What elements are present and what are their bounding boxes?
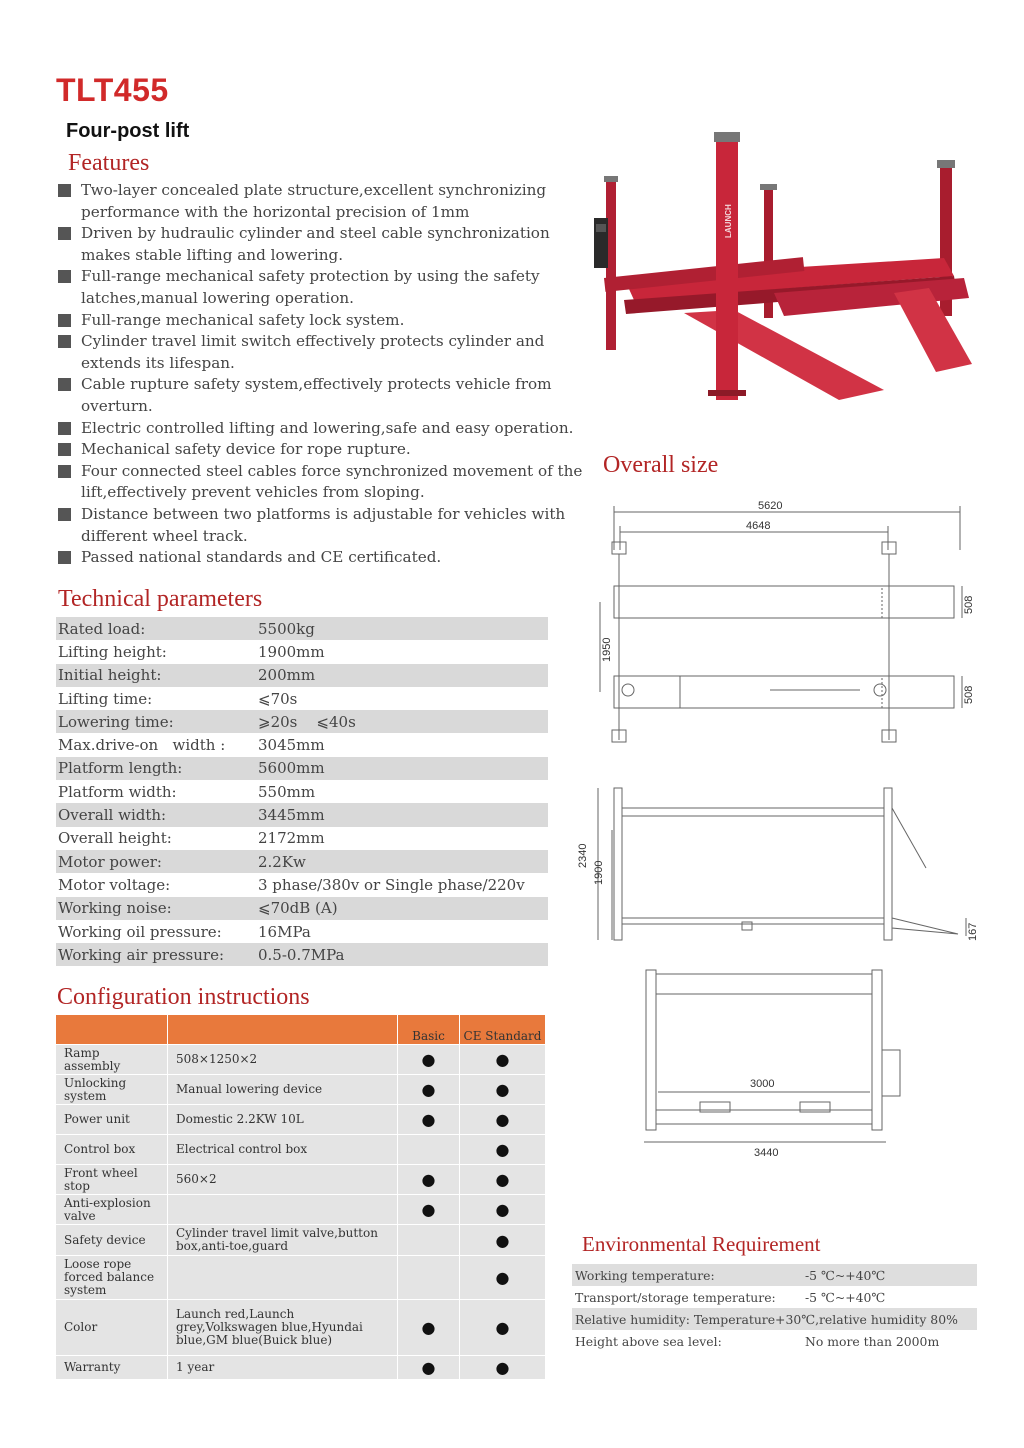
- table-row: [56, 1195, 546, 1225]
- table-row: [56, 897, 548, 920]
- param-value: ⩾20s ⩽40s: [258, 712, 356, 731]
- overall-size-heading: Overall size: [603, 452, 719, 478]
- environment-table: [572, 1264, 977, 1352]
- table-row: [572, 1264, 977, 1286]
- param-label: Rated load:: [58, 619, 146, 638]
- config-spec: Manual lowering device: [168, 1075, 398, 1105]
- param-value: 0.5-0.7MPa: [258, 945, 345, 964]
- table-row: [56, 850, 548, 873]
- side-view-drawing: [598, 788, 966, 940]
- table-row: [56, 920, 548, 943]
- table-row: [572, 1330, 977, 1352]
- ce-mark: ●: [460, 1165, 546, 1195]
- config-spec: Launch red,Launch grey,Volkswagen blue,Hyundai blue,GM blue(Buick blue): [168, 1300, 398, 1356]
- product-subtitle: Four-post lift: [66, 120, 190, 142]
- feature-item: Electric controlled lifting and lowering,safe and easy operation.: [56, 418, 586, 440]
- ce-mark: ●: [460, 1045, 546, 1075]
- param-label: Working noise:: [58, 899, 172, 918]
- env-value: -5 ℃~+40℃: [805, 1289, 886, 1305]
- config-item: Control box: [56, 1135, 168, 1165]
- config-spec: Cylinder travel limit valve,button box,anti-toe,guard: [168, 1225, 398, 1256]
- table-row: [56, 1300, 546, 1356]
- config-item: Power unit: [56, 1105, 168, 1135]
- param-value: 550mm: [258, 782, 316, 801]
- feature-item: Full-range mechanical safety lock system.: [56, 310, 586, 332]
- technical-heading: Technical parameters: [58, 586, 263, 612]
- param-label: Motor voltage:: [58, 875, 171, 894]
- column-header-basic: Basic: [398, 1015, 460, 1045]
- technical-parameters-table: [56, 617, 548, 966]
- feature-item: Cylinder travel limit switch effectively protects cylinder and extends its lifespan.: [56, 331, 586, 374]
- table-row: [56, 617, 548, 640]
- param-value: 2172mm: [258, 829, 325, 848]
- motor: [596, 224, 606, 232]
- feature-item: Four connected steel cables force synchronized movement of the lift,effectively prevent vehicles from sloping.: [56, 461, 586, 504]
- config-item: Warranty: [56, 1356, 168, 1380]
- post-cap: [714, 132, 740, 142]
- config-item: Anti-explosion valve: [56, 1195, 168, 1225]
- table-row: [56, 1165, 546, 1195]
- model-title: TLT455: [56, 72, 169, 108]
- table-row: [56, 780, 548, 803]
- feature-item: Two-layer concealed plate structure,excellent synchronizing performance with the horizontal precision of 1mm: [56, 180, 586, 223]
- dim-width: 1950: [601, 637, 613, 662]
- param-label: Overall height:: [58, 829, 172, 848]
- table-row: [56, 1225, 546, 1256]
- param-value: 16MPa: [258, 922, 311, 941]
- basic-mark: [398, 1256, 460, 1300]
- brand-label: LAUNCH: [724, 204, 733, 238]
- table-row: [56, 757, 548, 780]
- config-item: Loose rope forced balance system: [56, 1256, 168, 1300]
- config-spec: 1 year: [168, 1356, 398, 1380]
- env-humidity: Relative humidity: Temperature+30℃,relative humidity 80%: [575, 1311, 958, 1327]
- lift-post-front-right: [716, 140, 738, 400]
- table-row: [56, 1075, 546, 1105]
- param-value: 3045mm: [258, 736, 325, 755]
- ce-mark: ●: [460, 1075, 546, 1105]
- dim-inner-length: 4648: [746, 520, 771, 532]
- top-view-drawing: [600, 506, 962, 742]
- param-label: Lifting time:: [58, 689, 153, 708]
- env-label: Height above sea level:: [575, 1333, 722, 1349]
- table-row: [56, 873, 548, 896]
- front-view-drawing: [644, 970, 900, 1142]
- env-label: Working temperature:: [575, 1267, 715, 1283]
- post-base: [708, 390, 746, 396]
- lift-product-image: [584, 128, 988, 428]
- config-spec: 508×1250×2: [168, 1045, 398, 1075]
- dim-total-length: 5620: [758, 500, 783, 512]
- ce-mark: ●: [460, 1105, 546, 1135]
- table-row: [56, 1105, 546, 1135]
- env-value: -5 ℃~+40℃: [805, 1267, 886, 1283]
- basic-mark: [398, 1135, 460, 1165]
- config-spec: Domestic 2.2KW 10L: [168, 1105, 398, 1135]
- basic-mark: ●: [398, 1195, 460, 1225]
- configuration-table: [55, 1014, 546, 1380]
- feature-item: Full-range mechanical safety protection by using the safety latches,manual lowering operation.: [56, 266, 586, 309]
- post-cap: [760, 184, 777, 190]
- dim-outer-width: 3440: [754, 1147, 779, 1159]
- dim-ramp-height: 167: [967, 922, 979, 941]
- basic-mark: ●: [398, 1165, 460, 1195]
- config-spec: Electrical control box: [168, 1135, 398, 1165]
- config-item: Unlocking system: [56, 1075, 168, 1105]
- param-value: 1900mm: [258, 642, 325, 661]
- basic-mark: ●: [398, 1300, 460, 1356]
- environment-heading: Environmental Requirement: [582, 1232, 821, 1256]
- lift-ramp-right: [894, 288, 972, 372]
- ce-mark: ●: [460, 1225, 546, 1256]
- param-label: Initial height:: [58, 666, 162, 685]
- config-item: Front wheel stop: [56, 1165, 168, 1195]
- lift-ramp-left: [684, 310, 884, 400]
- basic-mark: ●: [398, 1356, 460, 1380]
- table-row: [56, 1045, 546, 1075]
- dim-lifting-height: 1900: [593, 860, 605, 885]
- column-header-ce: CE Standard: [460, 1015, 546, 1045]
- param-label: Working oil pressure:: [58, 922, 222, 941]
- basic-mark: ●: [398, 1105, 460, 1135]
- param-value: 200mm: [258, 666, 316, 685]
- feature-item: Mechanical safety device for rope rupture.: [56, 439, 586, 461]
- table-row: [56, 640, 548, 663]
- param-value: 5600mm: [258, 759, 325, 778]
- param-value: 3 phase/380v or Single phase/220v: [258, 875, 525, 894]
- param-label: Working air pressure:: [58, 945, 225, 964]
- param-label: Overall width:: [58, 806, 167, 825]
- param-label: Max.drive-on width :: [58, 736, 226, 755]
- table-row: [56, 1356, 546, 1380]
- feature-item: Distance between two platforms is adjustable for vehicles with different wheel track.: [56, 504, 586, 547]
- config-item: Safety device: [56, 1225, 168, 1256]
- table-row: [56, 827, 548, 850]
- basic-mark: [398, 1225, 460, 1256]
- param-label: Lowering time:: [58, 712, 174, 731]
- param-label: Platform length:: [58, 759, 183, 778]
- feature-item: Driven by hudraulic cylinder and steel cable synchronization makes stable lifting and lowering.: [56, 223, 586, 266]
- param-label: Platform width:: [58, 782, 177, 801]
- param-value: 2.2Kw: [258, 852, 306, 871]
- dim-ramp-1: 508: [963, 595, 975, 614]
- table-header-row: [56, 1015, 546, 1045]
- ce-mark: ●: [460, 1195, 546, 1225]
- table-row: [56, 803, 548, 826]
- param-value: ⩽70dB (A): [258, 899, 338, 918]
- table-row: [572, 1286, 977, 1308]
- param-value: 3445mm: [258, 806, 325, 825]
- dimension-drawings: [570, 490, 990, 1170]
- ce-mark: ●: [460, 1256, 546, 1300]
- config-item: Ramp assembly: [56, 1045, 168, 1075]
- features-heading: Features: [68, 150, 150, 176]
- table-row: [56, 687, 548, 710]
- table-row: [56, 710, 548, 733]
- table-row: [572, 1308, 977, 1330]
- config-spec: [168, 1195, 398, 1225]
- param-label: Motor power:: [58, 852, 162, 871]
- param-value: 5500kg: [258, 619, 315, 638]
- table-row: [56, 1256, 546, 1300]
- env-label: Transport/storage temperature:: [575, 1289, 776, 1305]
- table-row: [56, 733, 548, 756]
- config-item: Color: [56, 1300, 168, 1356]
- param-value: ⩽70s: [258, 689, 298, 708]
- config-spec: 560×2: [168, 1165, 398, 1195]
- feature-item: Passed national standards and CE certificated.: [56, 547, 586, 569]
- dim-inner-width: 3000: [750, 1078, 775, 1090]
- dim-overall-height: 2340: [577, 843, 589, 868]
- env-value: No more than 2000m: [805, 1333, 940, 1349]
- ce-mark: ●: [460, 1135, 546, 1165]
- post-cap: [937, 160, 955, 168]
- config-spec: [168, 1256, 398, 1300]
- dim-ramp-2: 508: [963, 685, 975, 704]
- column-header: [168, 1015, 398, 1045]
- configuration-heading: Configuration instructions: [57, 984, 310, 1010]
- table-row: [56, 1135, 546, 1165]
- features-list: [56, 180, 586, 569]
- table-row: [56, 664, 548, 687]
- ce-mark: ●: [460, 1356, 546, 1380]
- feature-item: Cable rupture safety system,effectively protects vehicle from overturn.: [56, 374, 586, 417]
- basic-mark: ●: [398, 1075, 460, 1105]
- param-label: Lifting height:: [58, 642, 167, 661]
- column-header: [56, 1015, 168, 1045]
- ce-mark: ●: [460, 1300, 546, 1356]
- post-cap: [604, 176, 618, 182]
- basic-mark: ●: [398, 1045, 460, 1075]
- table-row: [56, 943, 548, 966]
